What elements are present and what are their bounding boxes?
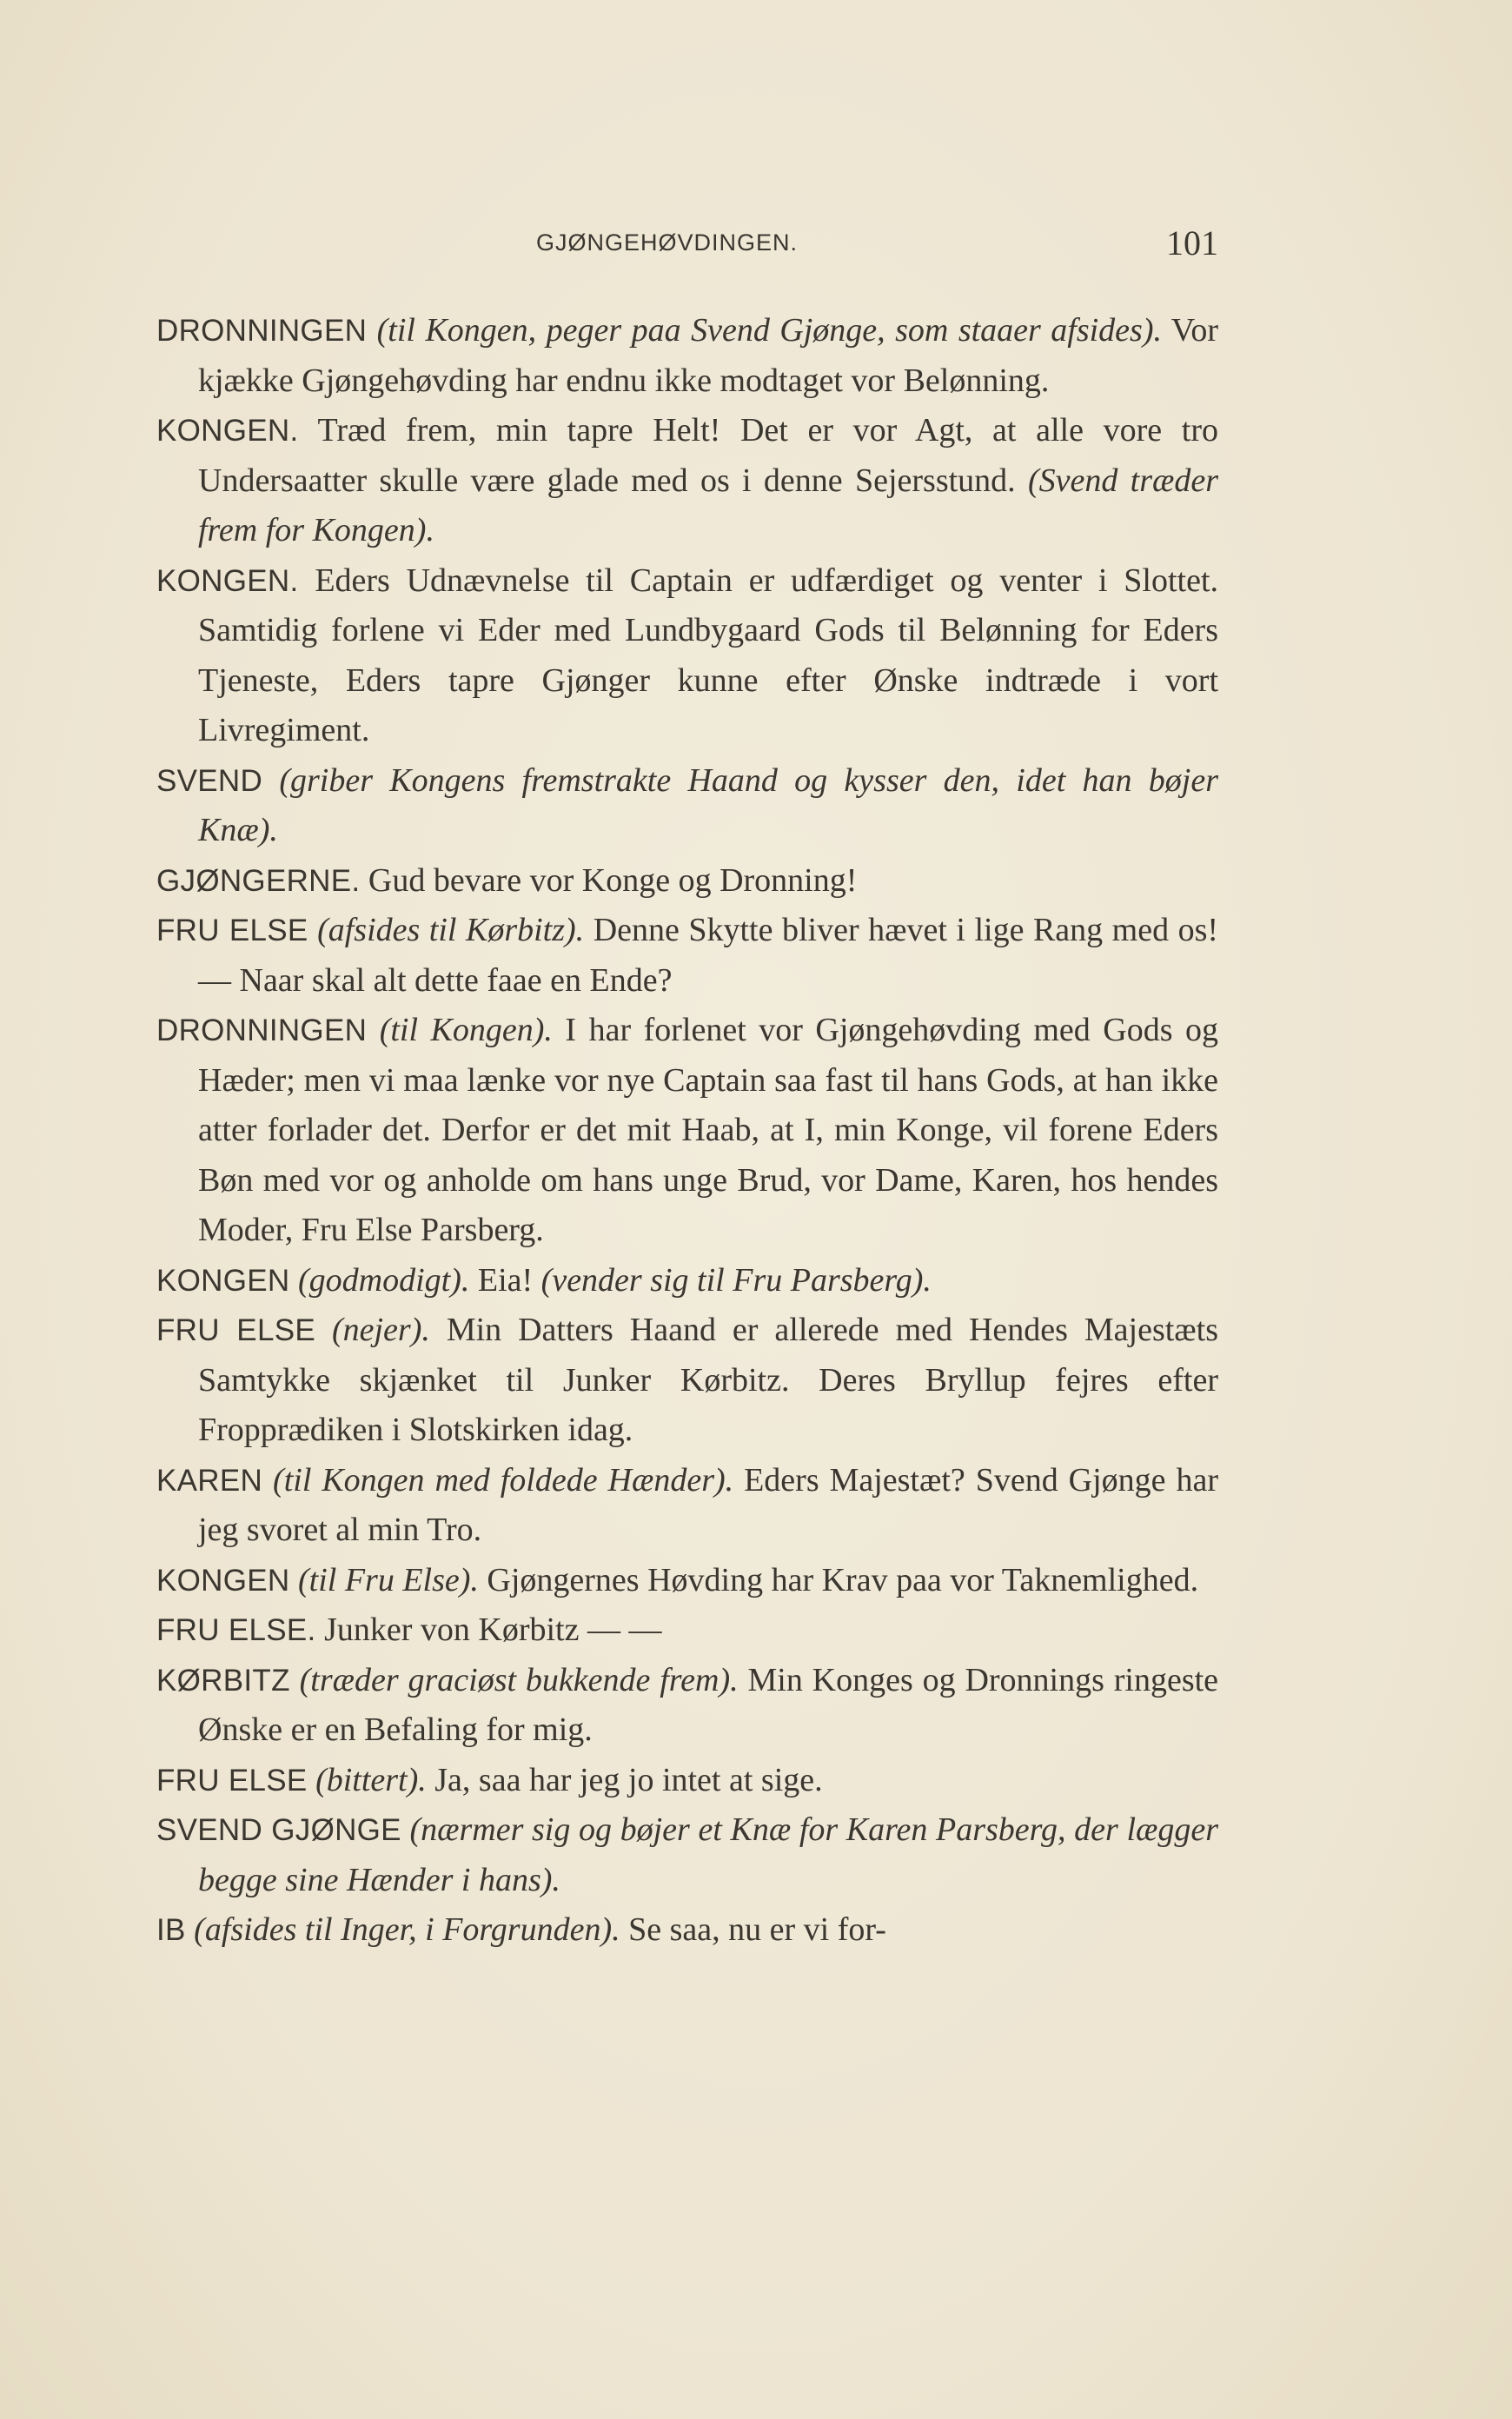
- speech-text: Træd frem, min tapre Helt! Det er vor Agt, at alle vore tro Undersaatter skulle være glade med os i denne Sejersstund.: [198, 412, 1218, 499]
- speaker-name: KONGEN.: [156, 414, 299, 448]
- speech: [156, 1905, 1218, 1956]
- stage-direction: (afsides til Kørbitz).: [317, 912, 585, 948]
- speech: [156, 756, 1218, 856]
- page-number: 101: [1166, 223, 1218, 263]
- stage-direction: (afsides til Inger, i Forgrunden).: [194, 1911, 620, 1948]
- speech-text: Eders Udnævnelse til Captain er udfærdiget og venter i Slottet. Samtidig forlene vi Eder med Lundbygaard Gods til Belønning for Eders Tjeneste, Eders tapre Gjønger kunne efter Ønske indtræde i vort Livregiment.: [198, 562, 1218, 748]
- speaker-name: KØRBITZ: [156, 1663, 290, 1698]
- speech-text: Denne Skytte bliver hævet i lige Rang med os! — Naar skal alt dette faae en Ende?: [198, 912, 1219, 999]
- speech: [156, 1656, 1218, 1756]
- speech: [156, 856, 1218, 907]
- running-title: GJØNGEHØVDINGEN.: [536, 229, 799, 256]
- stage-direction: (Svend træder frem for Kongen).: [198, 462, 1219, 548]
- speaker-name: SVEND: [156, 763, 263, 798]
- speech-text: Ja, saa har jeg jo intet at sige.: [434, 1761, 823, 1798]
- stage-direction: (vender sig til Fru Parsberg).: [540, 1261, 932, 1299]
- speaker-name: DRONNINGEN: [156, 1013, 368, 1047]
- stage-direction: (griber Kongens fremstrakte Haand og kysser den, idet han bøjer Knæ).: [198, 761, 1218, 848]
- speech-text: Min Konges og Dronnings ringeste Ønske er en Befaling for mig.: [198, 1661, 1219, 1748]
- stage-direction: (godmodigt).: [298, 1261, 470, 1299]
- stage-direction: (nejer).: [331, 1312, 430, 1348]
- speaker-name: KONGEN: [156, 1263, 290, 1298]
- speech-text: Min Datters Haand er allerede med Hendes Majestæts Samtykke skjænket til Junker Kørbitz. Deres Bryllup fejres efter Fropprædiken i Slotskirken idag.: [198, 1312, 1218, 1448]
- stage-direction: (træder graciøst bukkende frem).: [299, 1661, 739, 1698]
- speech-text: Gud bevare vor Konge og Dronning!: [368, 861, 858, 899]
- speaker-name: GJØNGERNE.: [156, 863, 361, 898]
- speech-text: Eia!: [477, 1261, 534, 1299]
- speech-text: Eders Majestæt? Svend Gjønge har jeg svoret al min Tro.: [198, 1461, 1218, 1548]
- speaker-name: KAREN: [156, 1463, 263, 1498]
- speech-text: Vor kjække Gjøngehøvding har endnu ikke modtaget vor Belønning.: [198, 312, 1218, 399]
- speaker-name: FRU ELSE: [156, 1313, 316, 1347]
- speech: [156, 1456, 1218, 1556]
- stage-direction: (nærmer sig og bøjer et Knæ for Karen Parsberg, der lægger begge sine Hænder i hans).: [198, 1811, 1219, 1898]
- speech-text: Se saa, nu er vi for-: [628, 1911, 886, 1948]
- stage-direction: (til Kongen med foldede Hænder).: [273, 1461, 734, 1499]
- stage-direction: (til Kongen).: [379, 1012, 553, 1048]
- speaker-name: SVEND GJØNGE: [156, 1813, 401, 1847]
- page-header: [156, 223, 1218, 266]
- speech-text: Junker von Kørbitz — —: [324, 1612, 662, 1648]
- speaker-name: DRONNINGEN: [156, 314, 368, 348]
- speech: [156, 406, 1218, 556]
- stage-direction: (bittert).: [315, 1761, 427, 1798]
- speech: [156, 1556, 1218, 1606]
- speaker-name: KONGEN.: [156, 563, 299, 598]
- speaker-name: FRU ELSE: [156, 1763, 308, 1798]
- play-text: [156, 306, 1218, 1956]
- speaker-name: IB: [156, 1913, 186, 1947]
- speech: [156, 1805, 1218, 1905]
- speech: [156, 1306, 1218, 1456]
- speech-text: I har forlenet vor Gjøngehøvding med Gods og Hæder; men vi maa lænke vor nye Captain saa fast til hans Gods, at han ikke atter forlader det. Derfor er det mit Haab, at I, min Konge, vil forene Eders Bøn med vor og anholde om hans unge Brud, vor Dame, Karen, hos hendes Moder, Fru Else Parsberg.: [198, 1012, 1219, 1248]
- speech: [156, 1006, 1218, 1256]
- speech-text: Gjøngernes Høvding har Krav paa vor Taknemlighed.: [487, 1561, 1199, 1598]
- speech: [156, 1605, 1218, 1656]
- stage-direction: (til Kongen, peger paa Svend Gjønge, som staaer afsides).: [376, 312, 1162, 349]
- speech: [156, 1756, 1218, 1806]
- stage-direction: (til Fru Else).: [298, 1561, 479, 1598]
- speech: [156, 556, 1218, 756]
- speaker-name: FRU ELSE.: [156, 1613, 316, 1647]
- speaker-name: FRU ELSE: [156, 914, 308, 947]
- speech: [156, 1256, 1218, 1306]
- speech: [156, 906, 1218, 1006]
- speech: [156, 306, 1218, 406]
- speaker-name: KONGEN: [156, 1563, 290, 1598]
